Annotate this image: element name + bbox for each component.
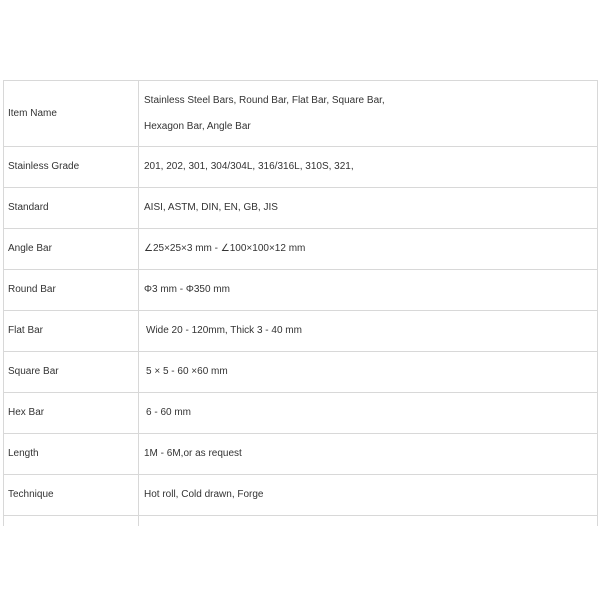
row-value-empty	[139, 516, 598, 527]
table-row	[4, 393, 598, 434]
row-value-hex-bar: 6 - 60 mm	[139, 393, 598, 434]
table-row	[4, 434, 598, 475]
row-value-length: 1M - 6M,or as request	[139, 434, 598, 475]
row-value-angle-bar: ∠25×25×3 mm - ∠100×100×12 mm	[139, 229, 598, 270]
row-value-round-bar: Φ3 mm - Φ350 mm	[139, 270, 598, 311]
table-row	[4, 188, 598, 229]
row-value-square-bar: 5 × 5 - 60 ×60 mm	[139, 352, 598, 393]
item-name-line-1: Stainless Steel Bars, Round Bar, Flat Bar, Square Bar,	[144, 94, 385, 106]
row-label-hex-bar: Hex Bar	[4, 393, 139, 434]
table-row	[4, 475, 598, 516]
table-row-continuation	[4, 516, 598, 527]
row-label-square-bar: Square Bar	[4, 352, 139, 393]
row-value-stainless-grade: 201, 202, 301, 304/304L, 316/316L, 310S, 321,	[139, 147, 598, 188]
table-row	[4, 147, 598, 188]
table-row	[4, 81, 598, 147]
row-value-technique: Hot roll, Cold drawn, Forge	[139, 475, 598, 516]
row-value-standard: AISI, ASTM, DIN, EN, GB, JIS	[139, 188, 598, 229]
row-label-length: Length	[4, 434, 139, 475]
row-label-angle-bar: Angle Bar	[4, 229, 139, 270]
row-label-stainless-grade: Stainless Grade	[4, 147, 139, 188]
row-label-item-name: Item Name	[4, 81, 139, 147]
row-value-item-name	[139, 81, 598, 147]
table-row	[4, 311, 598, 352]
row-label-empty	[4, 516, 139, 527]
table-row	[4, 229, 598, 270]
row-label-standard: Standard	[4, 188, 139, 229]
item-name-line-2: Hexagon Bar, Angle Bar	[144, 120, 251, 132]
table-row	[4, 270, 598, 311]
row-value-flat-bar: Wide 20 - 120mm, Thick 3 - 40 mm	[139, 311, 598, 352]
row-label-technique: Technique	[4, 475, 139, 516]
product-spec-table	[3, 80, 598, 526]
row-label-flat-bar: Flat Bar	[4, 311, 139, 352]
row-label-round-bar: Round Bar	[4, 270, 139, 311]
table-row	[4, 352, 598, 393]
